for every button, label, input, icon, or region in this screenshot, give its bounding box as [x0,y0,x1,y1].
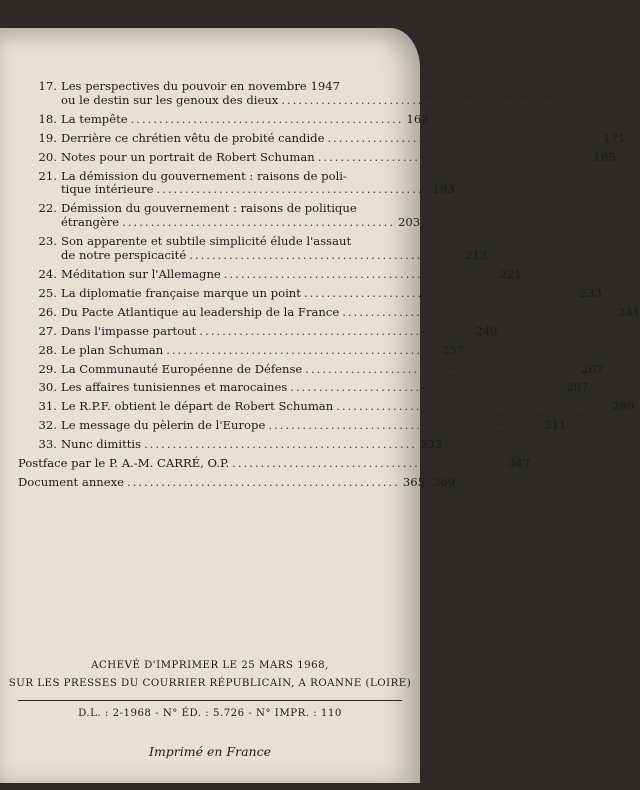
entry-page: 267 [581,361,604,376]
entry-title: La Communauté Européenne de Défense [61,361,303,376]
toc-entry-30 [18,380,589,395]
leader-dots: ................................................ [342,304,616,319]
toc-entry-18 [18,111,429,127]
entry-number: 24. [38,266,57,281]
leader-dots: ................................................ [305,361,579,376]
leader-dots: ................................................ [317,149,591,164]
entry-page: 311 [544,418,567,433]
colophon-rule [18,700,402,701]
toc-entry-32 [18,418,567,433]
entry-title: Le message du pèlerin de l'Europe [61,418,266,433]
toc-entry-26 [18,304,640,320]
entry-number: 21. [38,168,57,183]
entry-page: 233 [579,285,602,300]
entry-title: Les affaires tunisiennes et marocaines [61,380,288,395]
toc-entry-20 [18,149,616,165]
entry-page: 221 [499,266,522,281]
toc-entry-28 [18,342,465,358]
leader-dots: ................................................ [336,399,610,414]
leader-dots: ................................................ [223,266,497,281]
leader-dots: ................................................ [127,474,400,489]
leader-dots: ................................................ [281,92,555,107]
entry-page: 287 [566,380,589,395]
entry-title: Notes pour un portrait de Robert Schuman [61,149,315,164]
colophon-line-3: D.L. : 2-1968 - N° ÉD. : 5.726 - N° IMPR. : 110 [78,708,342,719]
leader-dots: ................................................ [303,285,577,300]
toc-entry-17 [18,79,555,108]
entry-title: Postface par le P. A.-M. CARRÉ, O.P. [18,456,230,471]
entry-title: La diplomatie française marque un point [61,285,301,300]
leader-dots: ................................................ [199,323,473,338]
leader-dots: ................................................ [122,215,396,230]
entry-title: Document annexe [18,474,125,489]
colophon-line-2: SUR LES PRESSES DU COURRIER RÉPUBLICAIN, A ROANNE (LOIRE) [8,678,412,689]
toc-entry-27 [18,323,498,339]
toc-entry-annexe [18,474,456,490]
entry-number: 27. [38,323,57,338]
entry-title: Les perspectives du pouvoir en novembre 1947 [61,79,340,93]
entry-title-cont: tique intérieure [61,182,154,197]
entry-number: 23. [38,234,57,249]
leader-dots: ................................................ [268,418,542,433]
entry-number: 19. [38,130,57,145]
entry-page: 333 [419,437,443,452]
leader-dots: ................................................ [327,130,601,145]
entry-page: 347 [508,456,531,471]
toc-entry-23 [18,234,488,263]
leader-dots: ................................................ [156,182,430,197]
toc-entry-33 [18,437,443,452]
entry-page: 163 [406,111,429,126]
toc-entry-31 [18,399,635,414]
entry-page: 241 [618,304,640,319]
entry-title: Démission du gouvernement : raisons de politique [61,201,357,216]
leader-dots: ................................................ [189,248,463,263]
entry-number: 18. [38,111,57,126]
entry-title: Du Pacte Atlantique au leadership de la France [61,304,340,319]
entry-page: 171 [603,130,626,145]
leader-dots: ................................................ [290,380,564,395]
entry-number: 33. [38,437,57,452]
toc-entry-19 [18,130,626,146]
imprint-line: Imprimé en France [149,744,271,759]
colophon-line-1: ACHEVÉ D'IMPRIMER LE 25 MARS 1968, [91,660,329,671]
table-of-contents [18,79,640,495]
entry-number: 26. [38,304,57,319]
entry-page: 299 [612,399,635,414]
entry-number: 31. [38,399,57,414]
entry-title: Derrière ce chrétien vêtu de probité candide [61,130,325,145]
entry-number: 30. [38,380,57,395]
entry-title: Le plan Schuman [61,342,164,357]
entry-number: 17. [38,79,57,93]
leader-dots: ................................................ [130,111,404,126]
entry-number: 20. [38,149,57,164]
entry-page: 203 [398,215,421,230]
entry-number: 25. [38,285,57,300]
entry-number: 32. [38,418,57,433]
entry-page: 185 [593,149,616,164]
entry-number: 22. [38,201,57,216]
entry-title: Son apparente et subtile simplicité élude l'assaut [61,234,352,249]
toc-entry-21 [18,168,455,198]
entry-title-cont: de notre perspicacité [61,248,187,263]
entry-title: Nunc dimittis [61,437,142,452]
toc-entry-22 [18,201,421,230]
entry-title: Dans l'impasse partout [61,323,197,338]
leader-dots: ................................................ [166,342,440,357]
entry-page: 257 [442,342,465,357]
toc-entry-24 [18,266,522,282]
leader-dots: ................................................ [144,437,417,452]
entry-page: 193 [432,182,455,197]
leader-dots: ................................................ [232,456,506,471]
entry-title-cont: étrangère [61,215,120,230]
entry-title: Le R.P.F. obtient le départ de Robert Schuman [61,399,334,414]
entry-page: 365 [402,474,426,489]
entry-page: 213 [465,248,488,263]
entry-title: Méditation sur l'Allemagne [61,266,221,281]
toc-entry-29 [18,361,604,377]
toc-entry-postface [18,456,531,471]
entry-title: La tempête [61,111,128,126]
entry-title: La démission du gouvernement : raisons de poli- [61,168,347,183]
entry-number: 29. [38,361,57,376]
book-page [0,28,640,783]
entry-title-cont: ou le destin sur les genoux des dieux [61,92,279,107]
trailing-page-number: 369 [433,474,456,489]
entry-page: 249 [475,323,498,338]
toc-entry-25 [18,285,602,301]
entry-number: 28. [38,342,57,357]
